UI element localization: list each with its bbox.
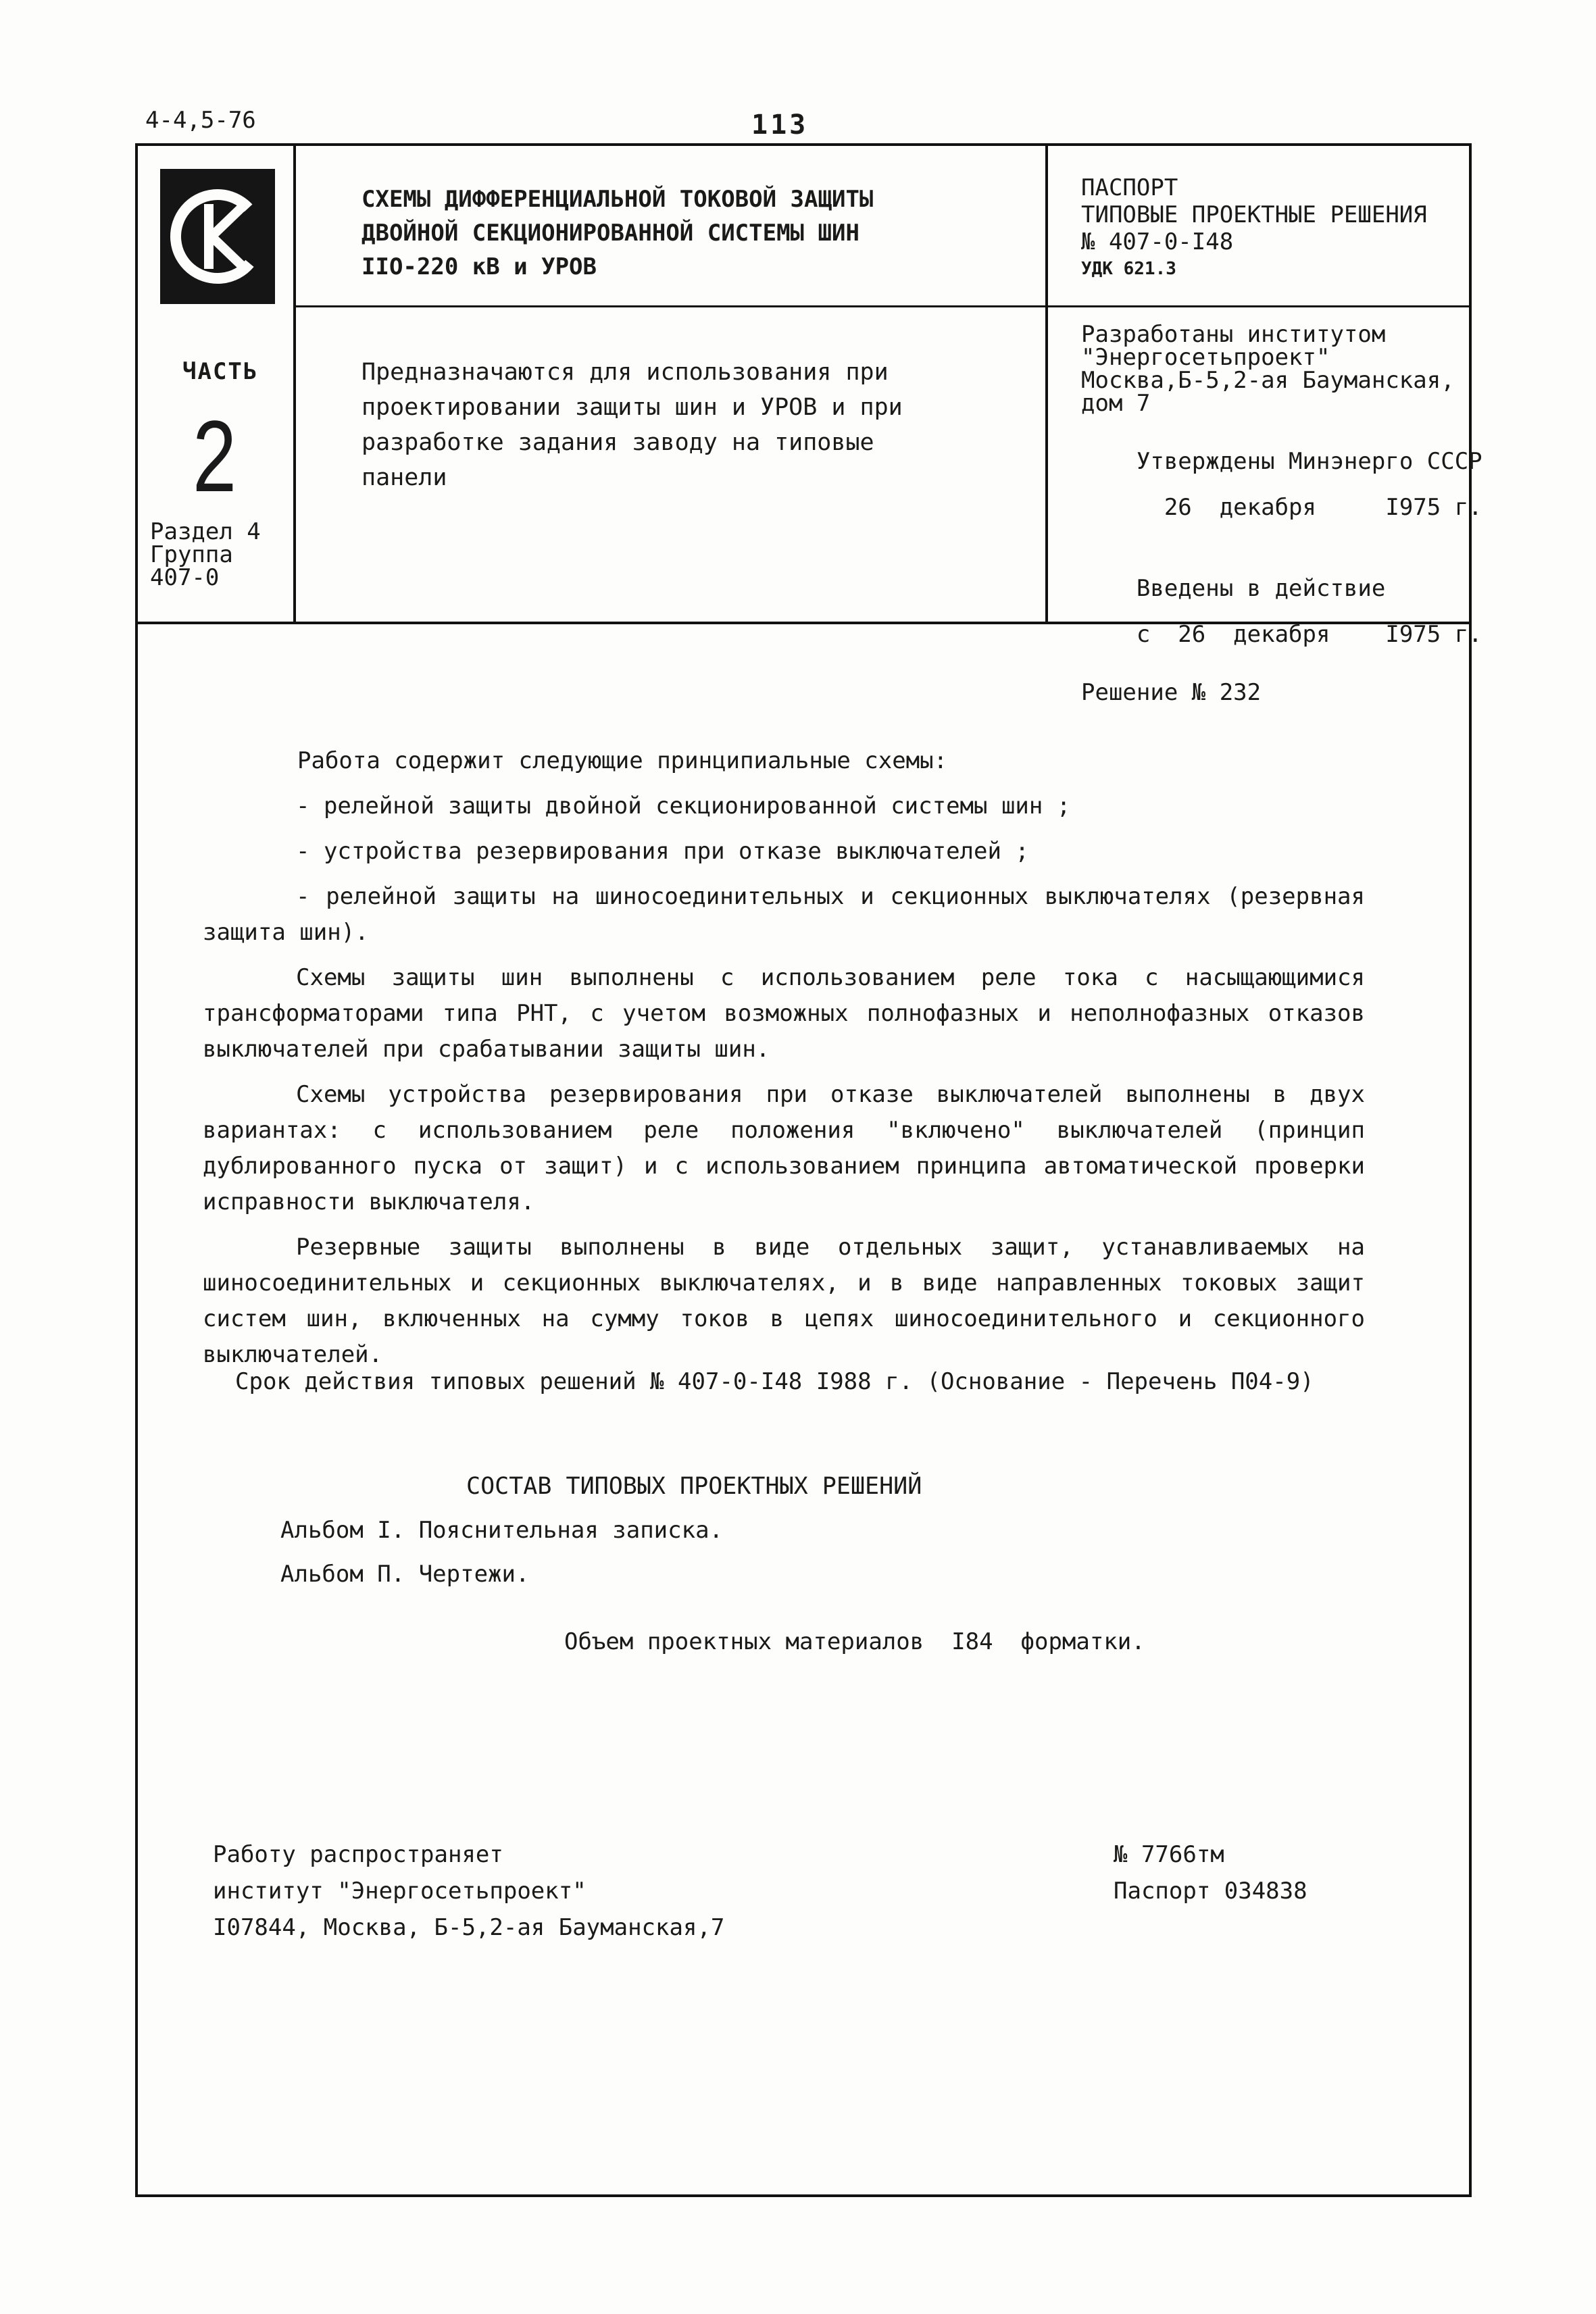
passport-block (1081, 174, 1466, 282)
section-label: Раздел 4 (150, 518, 261, 545)
list-item: - релейной защиты на шиносоединительных и секционных выключателях (резервная защита шин). (203, 883, 1365, 946)
volume-note: Объем проектных материалов I84 форматки. (564, 1628, 1145, 1655)
developed-by (1081, 323, 1466, 415)
approved-line: 26 декабря I975 г. (1136, 494, 1482, 521)
udk-code: УДК 621.3 (1081, 259, 1176, 279)
distributor-block (213, 1836, 724, 1946)
group-code: 407-0 (150, 564, 220, 591)
catalog-number: № 7766тм (1114, 1841, 1224, 1868)
distributor-line: институт "Энергосетьпроект" (213, 1878, 587, 1905)
distributor-line: I07844, Москва, Б-5,2-ая Бауманская,7 (213, 1914, 725, 1941)
decision: Решение № 232 (1081, 679, 1262, 706)
developer-block (1081, 321, 1482, 716)
title-line: IIO-220 кВ и УРОВ (361, 253, 597, 280)
introduced-line: с 26 декабря I975 г. (1136, 621, 1482, 648)
paragraph: Схемы устройства резервирования при отказе выключателей выполнены в двух вариантах: с использованием реле положения "включено" выключателей (принцип дублированного пуска от защит) и с использованием принципа автоматической проверки исправности выключателя. (203, 1081, 1365, 1215)
approved-by (1081, 427, 1482, 542)
purpose-line: разработке задания заводу на типовые (361, 429, 874, 456)
passport-line: ТИПОВЫЕ ПРОЕКТНЫЕ РЕШЕНИЯ (1081, 201, 1427, 228)
header-divider (295, 305, 1472, 307)
purpose-line: проектировании защиты шин и УРОВ и при (361, 394, 903, 421)
album-2: Альбом П. Чертежи. (280, 1561, 530, 1588)
introduced (1081, 554, 1482, 669)
document-title (361, 182, 1030, 284)
sk-logo (160, 169, 275, 304)
approved-line: Утверждены Минэнерго СССР (1136, 448, 1482, 475)
purpose-text (361, 355, 1030, 495)
list-item: - релейной защиты двойной секционированной системы шин ; (296, 793, 1071, 820)
dev-line: "Энергосетьпроект" (1081, 344, 1330, 371)
paragraph: Схемы защиты шин выполнены с использованием реле тока с насыщающимися трансформаторами типа РНТ, с учетом возможных полнофазных и неполнофазных отказов выключателей при срабатывании защиты шин. (203, 964, 1365, 1063)
right-column-divider (1045, 143, 1048, 623)
passport-line: № 407-0-I48 (1081, 228, 1234, 255)
composition-title: СОСТАВ ТИПОВЫХ ПРОЕКТНЫХ РЕШЕНИЙ (466, 1473, 922, 1500)
dev-line: Разработаны институтом (1081, 321, 1386, 348)
purpose-line: Предназначаются для использования при (361, 359, 889, 386)
dev-line: дом 7 (1081, 390, 1151, 417)
distributor-line: Работу распространяет (213, 1841, 503, 1868)
passport-number: Паспорт 034838 (1114, 1878, 1307, 1905)
passport-line: ПАСПОРТ (1081, 174, 1178, 201)
paragraph: Резервные защиты выполнены в виде отдельных защит, устанавливаемых на шиносоединительных и секционных выключателях, и в виде направленных токовых защит систем шин, включенных на сумму токов в цепях шиносоединительного и секционного выключателей. (203, 1234, 1365, 1368)
main-text (203, 743, 1365, 1373)
part-label: ЧАСТЬ (182, 358, 259, 385)
page-number: 113 (751, 109, 809, 141)
section-group (150, 520, 292, 589)
title-line: СХЕМЫ ДИФФЕРЕНЦИАЛЬНОЙ ТОКОВОЙ ЗАЩИТЫ (361, 186, 874, 213)
purpose-line: панели (361, 464, 447, 491)
catalog-block (1114, 1836, 1307, 1909)
title-line: ДВОЙНОЙ СЕКЦИОНИРОВАННОЙ СИСТЕМЫ ШИН (361, 220, 859, 247)
part-number: 2 (193, 399, 237, 513)
dev-line: Москва,Б-5,2-ая Бауманская, (1081, 367, 1455, 394)
album-1: Альбом I. Пояснительная записка. (280, 1517, 724, 1544)
group-label: Группа (150, 541, 233, 568)
intro-paragraph: Работа содержит следующие принципиальные схемы: (297, 747, 948, 774)
list-item: - устройства резервирования при отказе выключателей ; (296, 838, 1029, 865)
left-column-divider (293, 143, 296, 623)
document-code: 4-4,5-76 (145, 107, 256, 134)
introduced-line: Введены в действие (1136, 575, 1386, 602)
validity-note: Срок действия типовых решений № 407-0-I48 I988 г. (Основание - Перечень П04-9) (235, 1368, 1314, 1395)
